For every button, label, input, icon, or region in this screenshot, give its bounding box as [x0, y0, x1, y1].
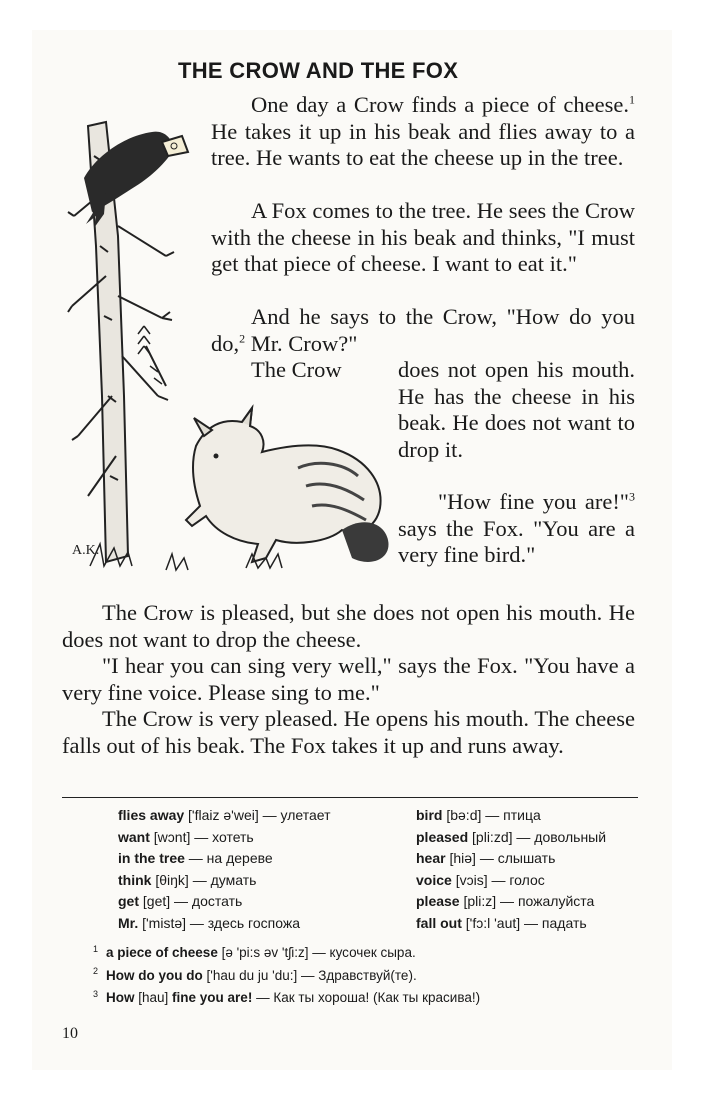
vocab-item: hear [hiə] — слышать	[416, 850, 556, 866]
vocabulary-left-column	[118, 805, 408, 934]
vocab-item: want [wɔnt] — хотеть	[118, 828, 254, 845]
paragraph-7: "I hear you can sing very well," says the Fox. "You have a very fine voice. Please sing to me."	[62, 653, 635, 705]
footnote-marker-3: 3	[629, 489, 635, 504]
footnotes	[93, 942, 653, 1010]
vocab-item: Mr. ['mistə] — здесь госпожа	[118, 914, 300, 931]
paragraph-3: And he says to the Crow, "How do you do,$^2$ Mr. Crow?"	[211, 304, 635, 356]
vocab-item: in the tree — на дереве	[118, 850, 273, 866]
footnote-marker-2: 2	[239, 331, 246, 345]
paragraph-6: The Crow is pleased, but she does not open his mouth. He does not want to drop the cheese.	[62, 600, 635, 652]
footnote-marker-1: 1	[629, 92, 635, 107]
paragraph-5: "How fine you are!"$^3$ says the Fox. "You are a very fine bird."	[398, 489, 635, 567]
vocab-item: get [get] — достать	[118, 893, 243, 909]
illustration-signature: A.K.	[72, 543, 100, 558]
paragraph-8: The Crow is very pleased. He opens his mouth. The cheese falls out of his beak. The Fox takes it up and runs away.	[62, 706, 635, 758]
paragraph-4: does not open his mouth. He has the cheese in his beak. He does not want to drop it.	[398, 357, 635, 462]
vocab-item: think [θiŋk] — думать	[118, 871, 257, 888]
vocab-item: flies away ['flaiz ə'wei] — улетает	[118, 807, 331, 823]
vocabulary-box	[62, 797, 638, 931]
footnote-1: $^1$ a piece of cheese [ə 'pi:s əv 'tʃi:z] — кусочек сыра.	[93, 943, 416, 960]
paragraph-1: One day a Crow finds a piece of cheese.$^1$ He takes it up in his beak and flies away to a tree. He wants to eat the cheese up in the tree.	[211, 92, 635, 170]
footnote-3: $^3$ How [hau] fine you are! — Как ты хороша! (Как ты красива!)	[93, 988, 481, 1005]
footnote-2: $^2$ How do you do ['hau du ju 'du:] — Здравствуй(те).	[93, 966, 417, 983]
vocab-item: fall out ['fɔ:l 'aut] — падать	[416, 914, 587, 931]
vocab-item: voice [vɔis] — голос	[416, 871, 545, 888]
vocab-item: pleased [pli:zd] — довольный	[416, 828, 607, 845]
paragraph-4-start: The Crow	[251, 357, 342, 382]
page-number: 10	[62, 1025, 78, 1042]
vocab-item: please [pli:z] — пожалуйста	[416, 893, 595, 909]
story-title: THE CROW AND THE FOX	[178, 58, 459, 83]
vocab-item: bird [bə:d] — птица	[416, 807, 541, 823]
paragraph-2: A Fox comes to the tree. He sees the Crow with the cheese in his beak and thinks, "I must get that piece of cheese. I want to eat it."	[211, 198, 635, 276]
vocabulary-right-column	[416, 805, 646, 934]
